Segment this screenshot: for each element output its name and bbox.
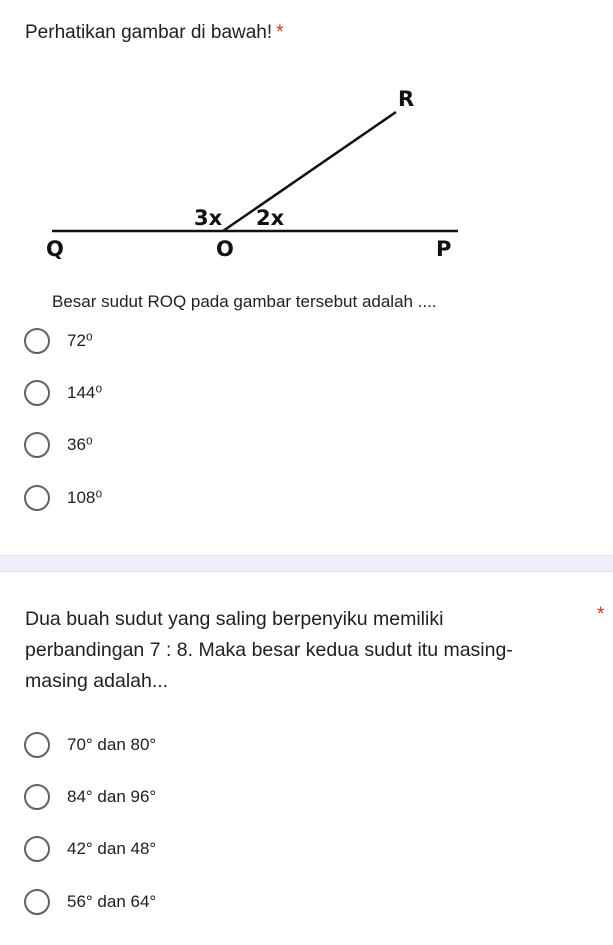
option-108[interactable] xyxy=(24,484,102,512)
section-divider xyxy=(0,555,613,572)
option-label: 70° dan 80° xyxy=(67,735,157,754)
option-36[interactable] xyxy=(24,431,93,459)
angle-diagram xyxy=(40,80,480,270)
question-2-text: Dua buah sudut yang saling berpenyiku memiliki perbandingan 7 : 8. Maka besar kedua sudut itu masing-masing adalah... xyxy=(25,608,513,692)
required-asterisk: * xyxy=(597,604,605,625)
angle-figure xyxy=(40,80,480,270)
radio-button[interactable] xyxy=(24,380,50,406)
radio-button[interactable] xyxy=(24,432,50,458)
ray-or xyxy=(223,112,396,231)
label-r: R xyxy=(398,87,415,111)
option-label: 42° dan 48° xyxy=(67,839,157,858)
option-84-96[interactable] xyxy=(24,783,156,811)
radio-button[interactable] xyxy=(24,732,50,758)
option-label: 36⁰ xyxy=(67,435,93,454)
option-144[interactable] xyxy=(24,379,102,407)
required-asterisk: * xyxy=(276,22,284,43)
label-p: P xyxy=(436,237,452,261)
radio-button[interactable] xyxy=(24,328,50,354)
option-label: 56° dan 64° xyxy=(67,892,157,911)
label-q: Q xyxy=(46,237,64,261)
radio-button[interactable] xyxy=(24,836,50,862)
label-o: O xyxy=(216,237,234,261)
option-label: 72⁰ xyxy=(67,331,93,350)
radio-button[interactable] xyxy=(24,485,50,511)
question-1-prompt: Besar sudut ROQ pada gambar tersebut adalah .... xyxy=(52,292,437,311)
question-1-title-text: Perhatikan gambar di bawah! xyxy=(25,22,273,43)
option-label: 84° dan 96° xyxy=(67,787,157,806)
angle-label-3x: 3x xyxy=(194,206,223,230)
option-70-80[interactable] xyxy=(24,731,156,759)
option-72[interactable] xyxy=(24,327,93,355)
radio-button[interactable] xyxy=(24,784,50,810)
angle-label-2x: 2x xyxy=(256,206,285,230)
question-1-title xyxy=(25,20,284,46)
radio-button[interactable] xyxy=(24,889,50,915)
option-56-64[interactable] xyxy=(24,888,156,916)
option-42-48[interactable] xyxy=(24,835,156,863)
option-label: 108⁰ xyxy=(67,488,103,507)
option-label: 144⁰ xyxy=(67,383,103,402)
